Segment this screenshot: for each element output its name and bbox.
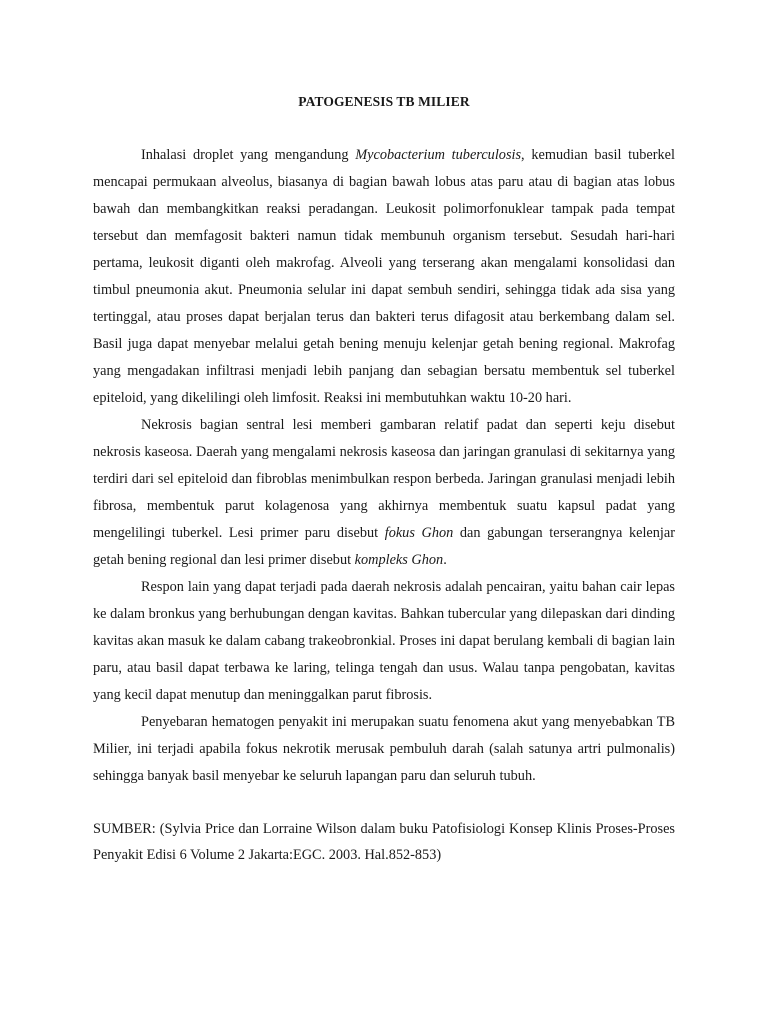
paragraph-text: Respon lain yang dapat terjadi pada daerah nekrosis adalah pencairan, yaitu bahan cair lepas ke dalam bronkus yang berhubungan dengan kavitas. Bahkan tubercular yang dilepaskan dari dinding kavitas akan masuk ke dalam cabang trakeobronkial. Proses ini dapat berulang kembali di bagian lain paru, atau basil dapat terbawa ke laring, telinga tengah dan usus. Walau tanpa pengobatan, kavitas yang kecil dapat menutup dan meninggalkan parut fibrosis. [93,579,675,703]
source-citation: SUMBER: (Sylvia Price dan Lorraine Wilson dalam buku Patofisiologi Konsep Klinis Proses-Proses Penyakit Edisi 6 Volume 2 Jakarta:EGC. 2003. Hal.852-853) [93,821,675,863]
italic-term: kompleks Ghon [354,552,444,568]
paragraph-2 [93,412,675,574]
paragraph-text: Penyebaran hematogen penyakit ini merupakan suatu fenomena akut yang menyebabkan TB Milier, ini terjadi apabila fokus nekrotik merusak pembuluh darah (salah satunya artri pulmonalis) sehingga banyak basil menyebar ke seluruh lapangan paru dan seluruh tubuh. [93,714,675,784]
document-title: PATOGENESIS TB MILIER [298,94,470,109]
paragraph-4 [93,709,675,790]
italic-term: Mycobacterium tuberculosis [355,147,522,163]
paragraph-text: , kemudian basil tuberkel mencapai permukaan alveolus, biasanya di bagian bawah lobus atas paru atau di bagian atas lobus bawah dan membangkitkan reaksi peradangan. Leukosit polimorfonuklear tampak pada tempat tersebut dan memfagosit bakteri namun tidak membunuh organism tersebut. Sesudah hari-hari pertama, leukosit diganti oleh makrofag. Alveoli yang terserang akan mengalami konsolidasi dan timbul pneumonia akut. Pneumonia selular ini dapat sembuh sendiri, sehingga tidak ada sisa yang tertinggal, atau proses dapat berjalan terus dan bakteri terus difagosit atau berkembang dalam sel. Basil juga dapat menyebar melalui getah bening menuju kelenjar getah bening regional. Makrofag yang mengadakan infiltrasi menjadi lebih panjang dan sebagian bersatu membentuk sel tuberkel epiteloid, yang dikelilingi oleh limfosit. Reaksi ini membutuhkan waktu 10-20 hari. [93,147,675,406]
italic-term: fokus Ghon [384,525,454,541]
paragraph-3 [93,574,675,709]
paragraph-text: Inhalasi droplet yang mengandung [141,147,356,163]
paragraph-text: . [443,552,447,568]
document-page [93,93,675,868]
paragraph-text: Nekrosis bagian sentral lesi memberi gambaran relatif padat dan seperti keju disebut nekrosis kaseosa. Daerah yang mengalami nekrosis kaseosa dan jaringan granulasi di sekitarnya yang terdiri dari sel epiteloid dan fibroblas menimbulkan respon berbeda. Jaringan granulasi menjadi lebih fibrosa, membentuk parut kolagenosa yang akhirnya membentuk suatu kapsul padat yang mengelilingi tuberkel. Lesi primer paru disebut [93,417,675,541]
paragraph-1 [93,142,675,412]
document-body [93,142,675,790]
paragraph-text: dan gabungan terserangnya kelenjar getah bening regional dan lesi primer disebut [93,525,675,568]
